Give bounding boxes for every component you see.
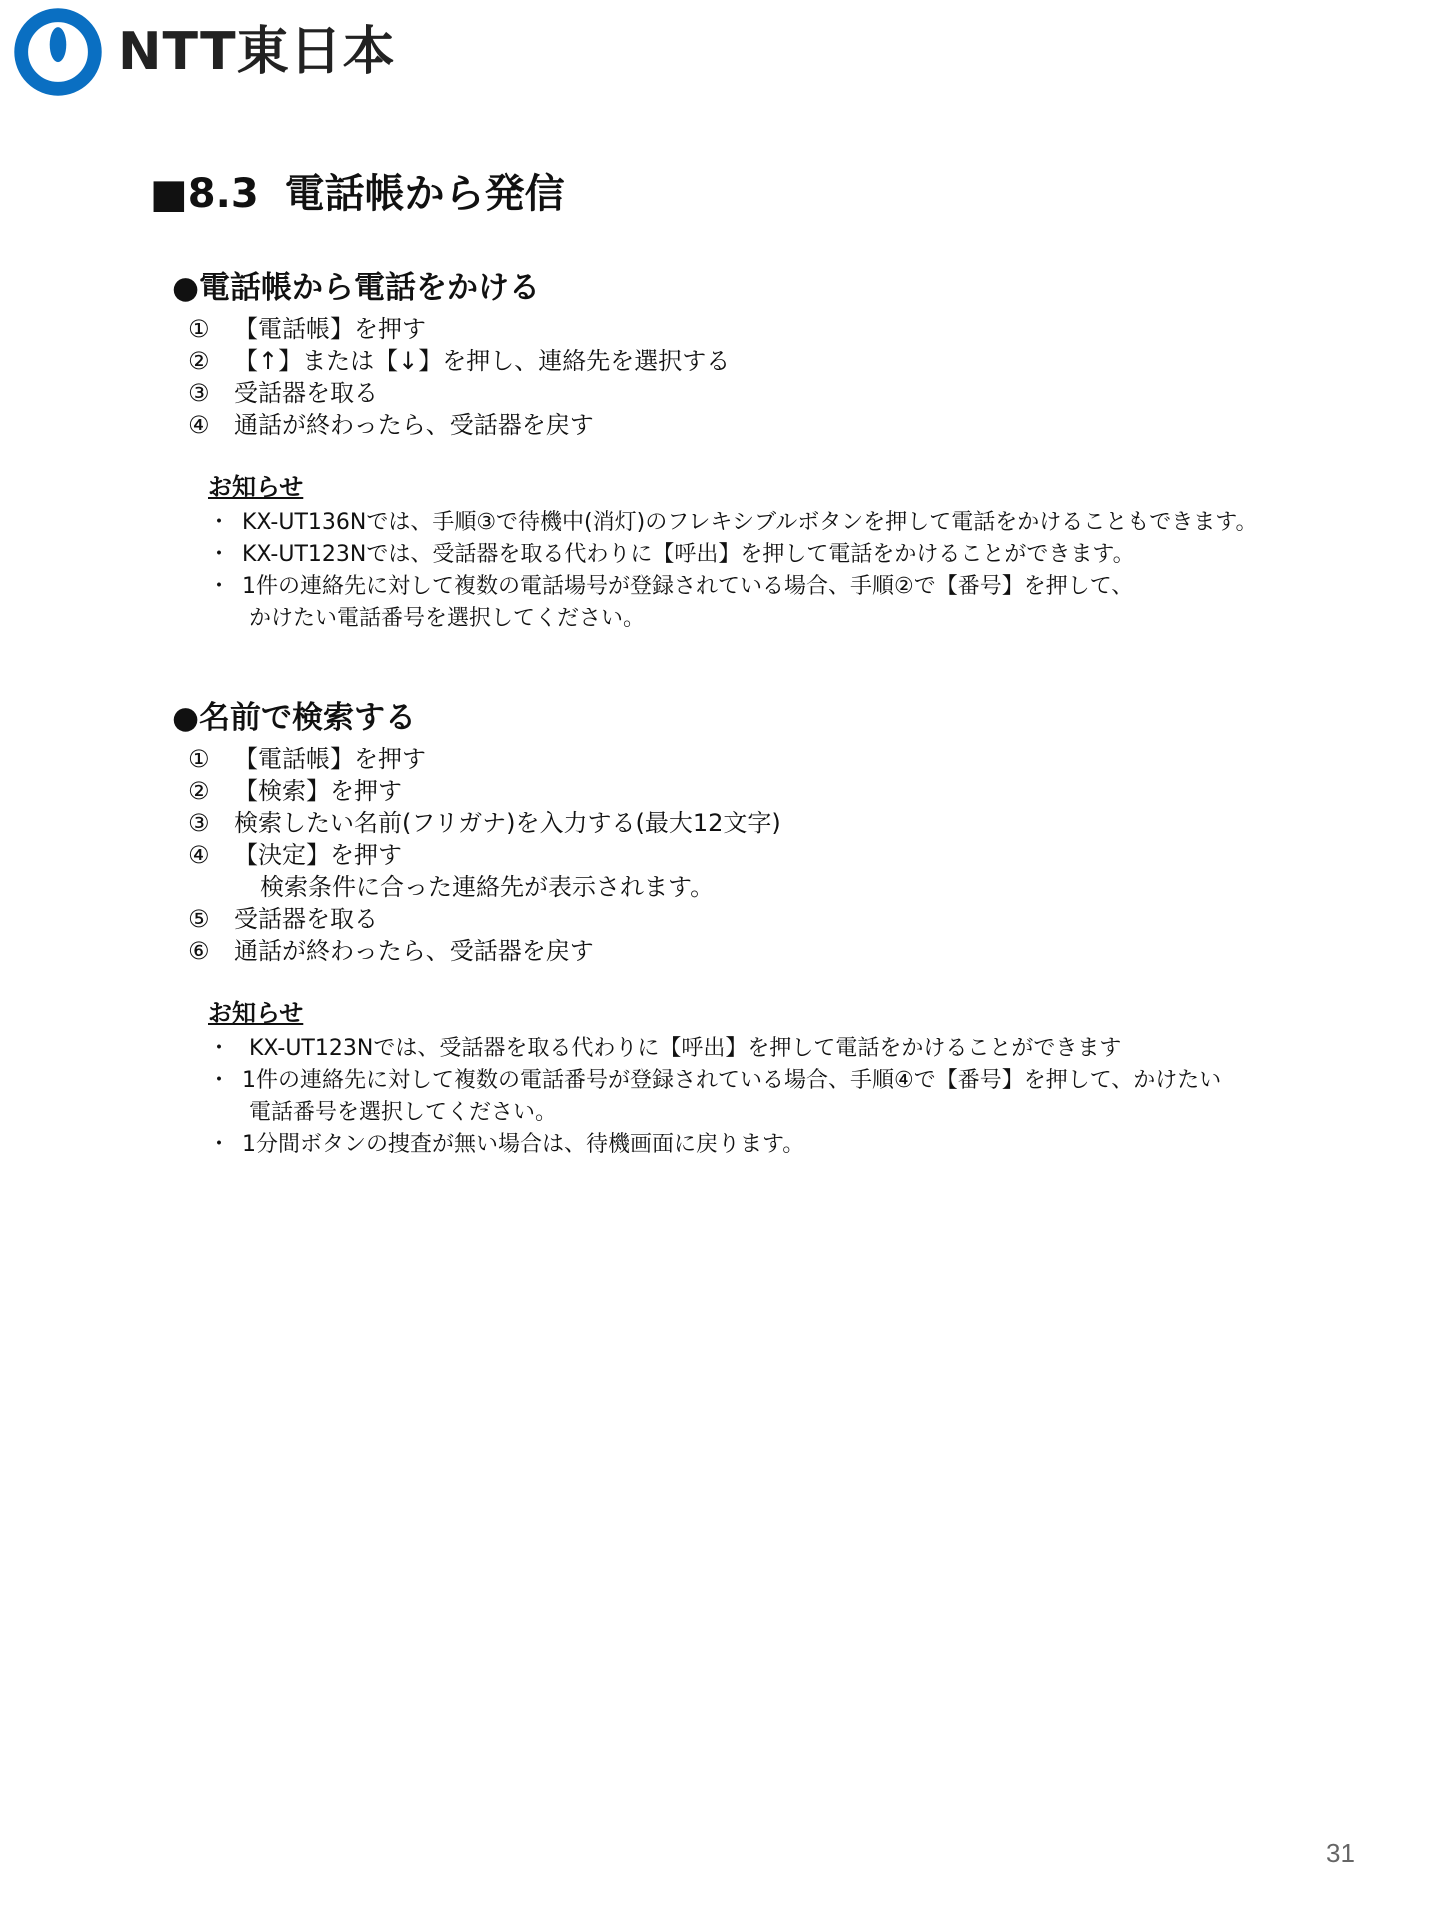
step-marker: ④ [188,411,210,440]
notice-item [208,1129,1392,1161]
step-item [188,313,1392,345]
notice-list [172,507,1392,635]
step-text: 【決定】を押す [234,841,402,870]
notice-list [172,1033,1392,1161]
step-marker: ① [188,745,210,774]
step-item [188,903,1392,935]
step-marker: ⑥ [188,937,210,966]
ntt-logo-mark-icon [12,6,104,98]
step-continuation: 検索条件に合った連絡先が表示されます。 [260,873,715,902]
step-text: 【↑】または【↓】を押し、連絡先を選択する [234,347,731,376]
notice-item [208,507,1392,539]
step-item [188,743,1392,775]
notice-item [208,1065,1392,1129]
notice-text: 1件の連絡先に対して複数の電話場号が登録されている場合、手順②で【番号】を押して、 かけたい電話番号を選択してください。 [242,574,1134,632]
step-text: 【電話帳】を押す [234,315,426,344]
bullet: ・ [208,1036,231,1062]
step-marker: ⑤ [188,905,210,934]
step-text: 受話器を取る [234,905,378,934]
step-item [188,775,1392,807]
notice-title: お知らせ [208,999,304,1028]
notice-item [208,571,1392,635]
bullet: ・ [208,1132,231,1158]
notice-item [208,1033,1392,1065]
notice-text: KX-UT136Nでは、手順③で待機中(消灯)のフレキシブルボタンを押して電話をかけることもできます。 [242,510,1258,536]
bullet: ・ [208,1068,231,1094]
step-text: 【検索】を押す [234,777,402,806]
step-text: 受話器を取る [234,379,378,408]
step-item [188,807,1392,839]
step-marker: ③ [188,379,210,408]
step-item [188,935,1392,967]
section-number: ■8.3 [150,171,259,217]
step-marker: ③ [188,809,210,838]
notice-title: お知らせ [208,473,304,502]
step-item [188,377,1392,409]
bullet: ・ [208,542,231,568]
notice-text: 1分間ボタンの捜査が無い場合は、待機画面に戻ります。 [242,1132,805,1158]
step-item [188,345,1392,377]
step-text: 通話が終わったら、受話器を戻す [234,937,594,966]
notice-text: KX-UT123Nでは、受話器を取る代わりに【呼出】を押して電話をかけることができます。 [242,542,1135,568]
notice-text: 1件の連絡先に対して複数の電話番号が登録されている場合、手順④で【番号】を押して、かけたい 電話番号を選択してください。 [242,1068,1222,1126]
step-list [172,313,1392,441]
step-item [188,839,1392,871]
step-marker: ② [188,347,210,376]
logo-text: NTT東日本 [118,22,396,82]
subsection-heading: ●電話帳から電話をかける [172,270,541,306]
subsection-search-by-name [172,700,1392,1161]
page-title [150,170,565,218]
step-marker: ① [188,315,210,344]
step-item [188,409,1392,441]
page-number: 31 [1326,1838,1355,1868]
step-list [172,743,1392,967]
notice-item [208,539,1392,571]
step-text: 通話が終わったら、受話器を戻す [234,411,594,440]
step-text: 検索したい名前(フリガナ)を入力する(最大12文字) [234,809,781,838]
step-marker: ④ [188,841,210,870]
ntt-east-logo [12,6,396,98]
bullet: ・ [208,574,231,600]
step-text: 【電話帳】を押す [234,745,426,774]
bullet: ・ [208,510,231,536]
notice-text: KX-UT123Nでは、受話器を取る代わりに【呼出】を押して電話をかけることができます [242,1036,1122,1062]
section-title-text: 電話帳から発信 [284,171,565,217]
subsection-call-from-phonebook [172,270,1392,635]
subsection-heading: ●名前で検索する [172,700,417,736]
step-marker: ② [188,777,210,806]
